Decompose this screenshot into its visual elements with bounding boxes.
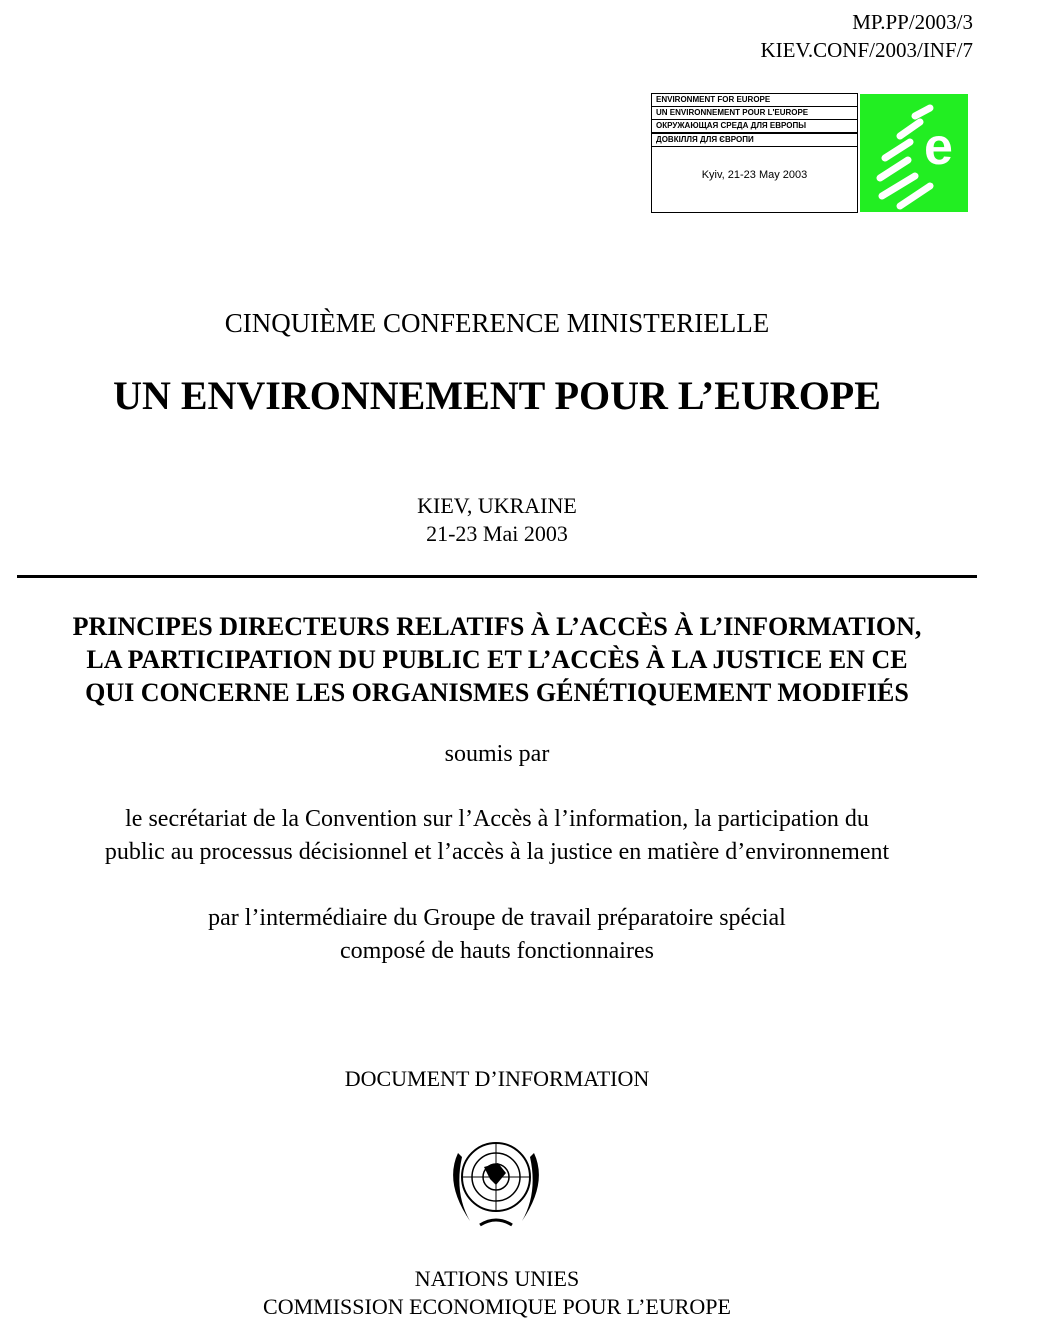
logo-line: UN ENVIRONNEMENT POUR L'EUROPE: [652, 107, 857, 120]
subject-line: PRINCIPES DIRECTEURS RELATIFS À L’ACCÈS À L’INFORMATION,: [72, 612, 922, 641]
text-line: le secrétariat de la Convention sur l’Accès à l’information, la participation du: [125, 806, 869, 832]
text-line: composé de hauts fonctionnaires: [340, 938, 654, 964]
document-type: DOCUMENT D’INFORMATION: [344, 1066, 650, 1091]
environment-for-europe-logo-icon: [860, 94, 968, 212]
subject-line: LA PARTICIPATION DU PUBLIC ET L’ACCÈS À LA JUSTICE EN CE: [86, 645, 908, 674]
divider: [17, 575, 977, 578]
venue: KIEV, UKRAINE: [417, 493, 577, 518]
logo-line: ОКРУЖАЮЩАЯ СРЕДА ДЛЯ ЕВРОПЫ: [652, 120, 857, 134]
un-emblem-icon: [440, 1133, 552, 1236]
venue-and-dates: [0, 492, 994, 548]
dates: 21-23 Mai 2003: [426, 521, 568, 546]
text-line: par l’intermédiaire du Groupe de travail préparatoire spécial: [208, 905, 786, 931]
page-title: UN ENVIRONNEMENT POUR L’EUROPE: [113, 373, 881, 418]
svg-text:e: e: [924, 118, 953, 176]
footer: [0, 1265, 994, 1321]
text-line: public au processus décisionnel et l’accès à la justice en matière d’environnement: [104, 839, 890, 865]
commission: COMMISSION ECONOMIQUE POUR L’EUROPE: [263, 1294, 731, 1319]
subject-line: QUI CONCERNE LES ORGANISMES GÉNÉTIQUEMENT MODIFIÉS: [85, 678, 909, 707]
document-symbol: MP.PP/2003/3: [852, 10, 973, 34]
document-subject: [0, 610, 994, 709]
submitted-by: soumis par: [444, 741, 550, 767]
conference-heading: CINQUIÈME CONFERENCE MINISTERIELLE: [224, 308, 770, 338]
conference-logo-box: [651, 93, 858, 213]
intermediary-text: [0, 902, 994, 968]
conference-symbol: KIEV.CONF/2003/INF/7: [760, 38, 973, 62]
logo-date: Kyiv, 21-23 May 2003: [701, 169, 808, 181]
logo-line: ENVIRONMENT FOR EUROPE: [652, 94, 857, 107]
logo-line: ДОВКІЛЛЯ ДЛЯ ЄВРОПИ: [652, 134, 857, 147]
organization: NATIONS UNIES: [414, 1266, 580, 1291]
secretariat-text: [0, 803, 994, 869]
